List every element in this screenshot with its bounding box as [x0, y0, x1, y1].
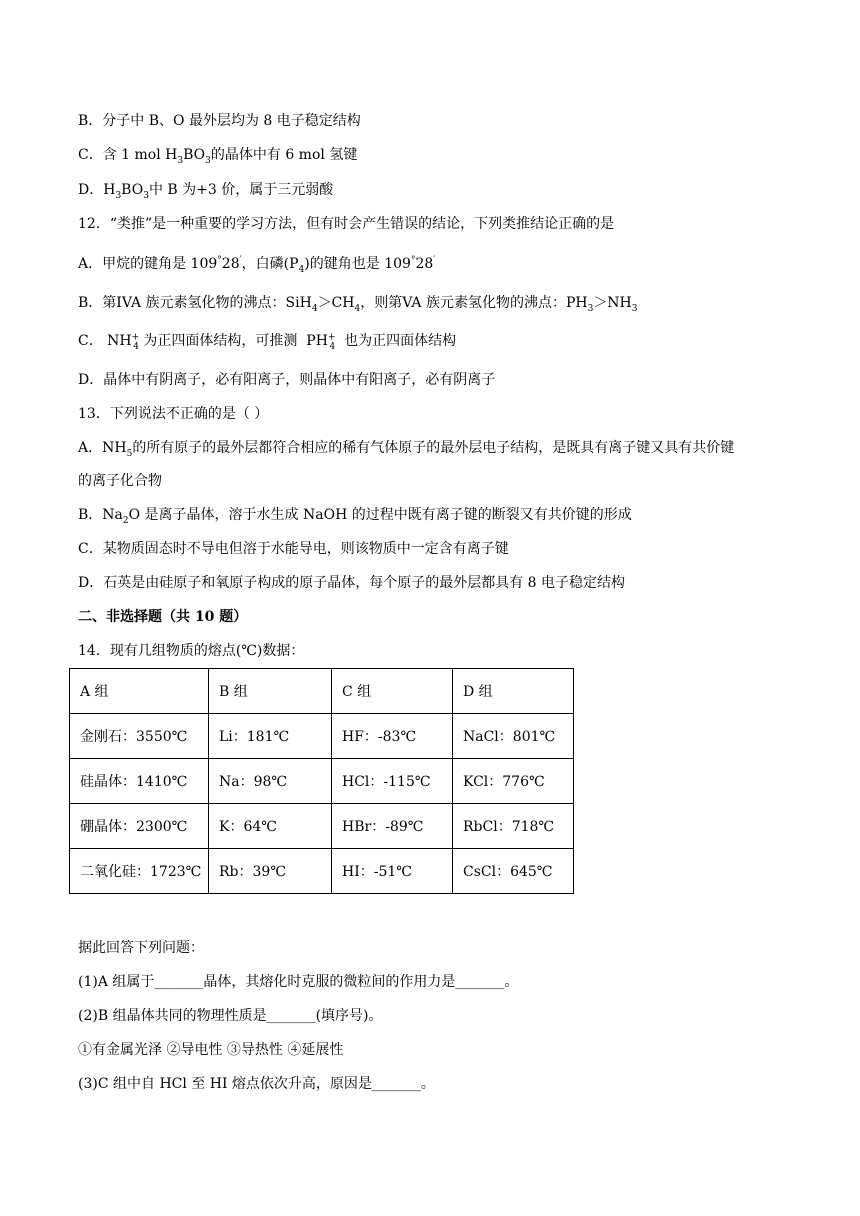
- q12-option-d: D．晶体中有阴离子，必有阳离子，则晶体中有阳离子，必有阴离子: [78, 372, 496, 388]
- table-header: A 组: [70, 669, 209, 714]
- q14-part-1: (1)A 组属于_______晶体，其熔化时克服的微粒间的作用力是_______。: [78, 974, 519, 990]
- table-header: B 组: [209, 669, 332, 714]
- q13-option-b: B．$Na_2O$ 是离子晶体，溶于水生成 NaOH 的过程中既有离子键的断裂又有共价键的形成: [78, 507, 632, 526]
- table-cell: K：64℃: [209, 804, 332, 849]
- q11-option-c: C．含 1 mol $H_3BO_3$的晶体中有 6 mol 氢键: [78, 147, 358, 166]
- q14-prompt: 据此回答下列问题：: [78, 940, 204, 956]
- ammonium-ion: $NH^+_4$: [107, 332, 140, 352]
- q13-option-c: C．某物质固态时不导电但溶于水能导电，则该物质中一定含有离子键: [78, 541, 509, 557]
- q13-stem: 13．下列说法不正确的是（ ）: [78, 406, 269, 422]
- table-cell: 金刚石：3550℃: [70, 714, 209, 759]
- phosphonium-ion: $PH^+_4$: [306, 332, 336, 352]
- table-row: [70, 804, 574, 849]
- table-cell: KCl：776℃: [453, 759, 574, 804]
- table-cell: HCl：-115℃: [332, 759, 453, 804]
- table-cell: HF：-83℃: [332, 714, 453, 759]
- table-cell: 硅晶体：1410℃: [70, 759, 209, 804]
- table-row: [70, 759, 574, 804]
- section-heading: 二、非选择题（共 10 题）: [78, 609, 248, 625]
- table-cell: NaCl：801℃: [453, 714, 574, 759]
- table-cell: CsCl：645℃: [453, 849, 574, 894]
- q14-part-2-options: ①有金属光泽 ②导电性 ③导热性 ④延展性: [78, 1042, 344, 1058]
- q14-stem: 14．现有几组物质的熔点(℃)数据：: [78, 643, 305, 659]
- table-row: [70, 714, 574, 759]
- table-cell: HI：-51℃: [332, 849, 453, 894]
- table-cell: Li：181℃: [209, 714, 332, 759]
- q12-option-b: B．第IVA 族元素氢化物的沸点：$SiH_4>CH_4$，则第VA 族元素氢化物的沸点：$PH_3>NH_3$: [78, 295, 638, 314]
- table-cell: Rb：39℃: [209, 849, 332, 894]
- table-row: [70, 849, 574, 894]
- q13-option-d: D．石英是由硅原子和氧原子构成的原子晶体，每个原子的最外层都具有 8 电子稳定结构: [78, 575, 626, 591]
- table-header: C 组: [332, 669, 453, 714]
- table-header: D 组: [453, 669, 574, 714]
- q12-option-c: C． $NH^+_4$ 为正四面体结构，可推测 $PH^+_4$ 也为正四面体结构: [78, 332, 457, 352]
- q12-stem: 12．“类推”是一种重要的学习方法，但有时会产生错误的结论，下列类推结论正确的是: [78, 216, 615, 232]
- q14-part-3: (3)C 组中自 HCl 至 HI 熔点依次升高，原因是_______。: [78, 1076, 435, 1092]
- q13-option-a-cont: 的离子化合物: [78, 473, 162, 489]
- table-header-row: [70, 669, 574, 714]
- melting-point-table: [69, 668, 574, 894]
- q11-option-b: B．分子中 B、O 最外层均为 8 电子稳定结构: [78, 113, 361, 129]
- table-cell: Na：98℃: [209, 759, 332, 804]
- table-cell: RbCl：718℃: [453, 804, 574, 849]
- table-cell: 硼晶体：2300℃: [70, 804, 209, 849]
- table-cell: 二氧化硅：1723℃: [70, 849, 209, 894]
- q13-option-a: A．$NH_5$的所有原子的最外层都符合相应的稀有气体原子的最外层电子结构，是既具有离子键又具有共价键: [78, 440, 735, 459]
- q14-part-2: (2)B 组晶体共同的物理性质是_______(填序号)。: [78, 1008, 383, 1024]
- q11-option-d: D．$H_3BO_3$中 B 为+3 价，属于三元弱酸: [78, 182, 334, 201]
- table-cell: HBr：-89℃: [332, 804, 453, 849]
- q12-option-a: A．甲烷的键角是 109°28′，白磷$(P_4)$的键角也是 109°28′: [78, 255, 436, 275]
